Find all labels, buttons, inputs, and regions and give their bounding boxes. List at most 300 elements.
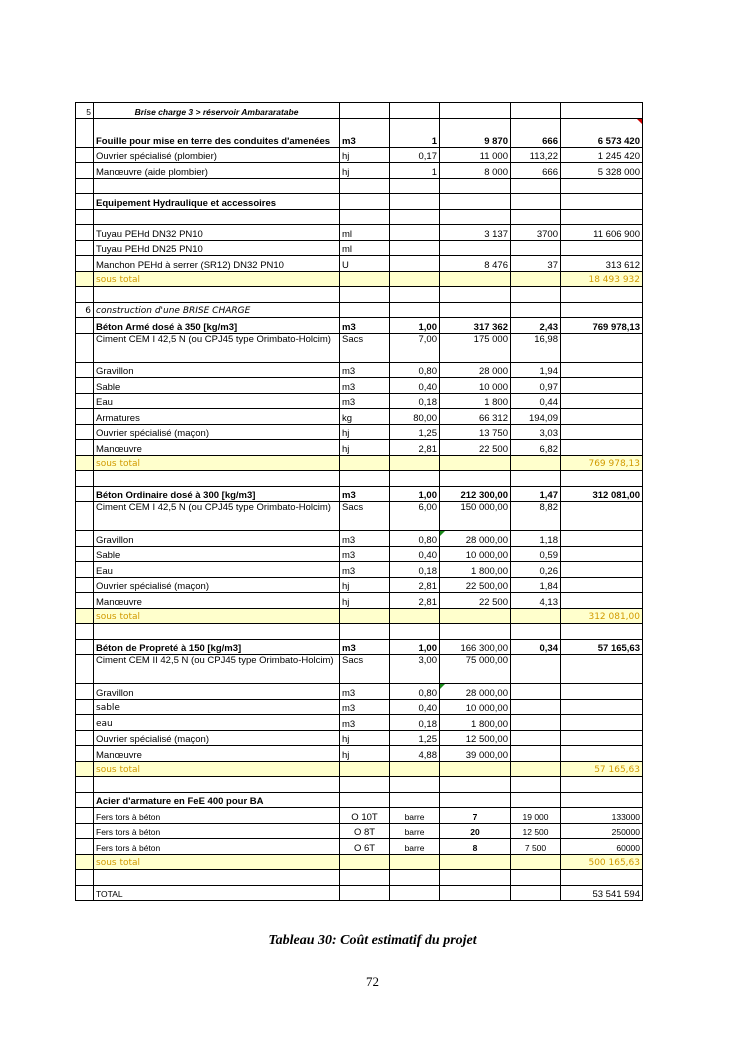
table-cell: 1,84 — [511, 577, 561, 593]
table-cell — [94, 777, 340, 793]
table-cell — [76, 333, 94, 362]
table-cell: Sable — [94, 546, 340, 562]
table-cell: 500 165,63 — [561, 854, 643, 870]
table-cell — [561, 240, 643, 256]
table-cell: 194,09 — [511, 409, 561, 425]
table-cell: m3 — [340, 715, 390, 731]
table-cell: 3,03 — [511, 424, 561, 440]
table-cell — [561, 655, 643, 684]
table-cell — [76, 839, 94, 855]
table-cell: Gravillon — [94, 362, 340, 378]
table-row — [76, 655, 643, 684]
table-cell: 1 245 420 — [561, 147, 643, 163]
table-cell: 0,59 — [511, 546, 561, 562]
table-cell: 166 300,00 — [440, 639, 511, 655]
table-row — [76, 440, 643, 456]
table-row — [76, 639, 643, 655]
table-cell — [561, 684, 643, 700]
table-row — [76, 684, 643, 700]
table-cell: sous total — [94, 271, 340, 287]
table-cell — [76, 318, 94, 334]
subtotal-row — [76, 455, 643, 471]
table-cell: Béton de Propreté à 150 [kg/m3] — [94, 639, 340, 655]
table-cell: O 8T — [340, 823, 390, 839]
table-cell: Fers tors à béton — [94, 839, 340, 855]
table-cell: Sacs — [340, 502, 390, 531]
table-cell: 0,80 — [390, 362, 440, 378]
table-row — [76, 593, 643, 609]
table-cell: m3 — [340, 546, 390, 562]
table-cell: Manœuvre — [94, 440, 340, 456]
table-cell — [561, 440, 643, 456]
table-cell — [561, 393, 643, 409]
table-cell — [94, 624, 340, 640]
table-cell: Eau — [94, 393, 340, 409]
table-cell — [390, 302, 440, 318]
table-cell: hj — [340, 730, 390, 746]
table-row — [76, 178, 643, 194]
table-cell — [390, 455, 440, 471]
table-cell: 57 165,63 — [561, 761, 643, 777]
table-cell: barre — [390, 823, 440, 839]
table-cell — [440, 471, 511, 487]
table-cell: O 6T — [340, 839, 390, 855]
table-cell — [511, 624, 561, 640]
table-cell: hj — [340, 577, 390, 593]
table-cell: 22 500 — [440, 593, 511, 609]
table-row — [76, 730, 643, 746]
table-cell — [340, 792, 390, 808]
subtotal-row — [76, 271, 643, 287]
table-row — [76, 699, 643, 715]
table-cell: 150 000,00 — [440, 502, 511, 531]
table-cell: 60000 — [561, 839, 643, 855]
table-cell — [76, 655, 94, 684]
table-cell: 10 000 — [440, 378, 511, 394]
table-cell: sous total — [94, 455, 340, 471]
table-cell — [76, 562, 94, 578]
table-cell: 0,80 — [390, 531, 440, 547]
table-cell — [340, 761, 390, 777]
table-cell — [76, 471, 94, 487]
table-cell: ml — [340, 240, 390, 256]
table-cell — [561, 333, 643, 362]
table-cell: Fers tors à béton — [94, 823, 340, 839]
table-cell: 0,40 — [390, 699, 440, 715]
table-cell — [76, 118, 94, 147]
table-cell: 12 500,00 — [440, 730, 511, 746]
table-cell — [94, 178, 340, 194]
table-cell — [76, 761, 94, 777]
table-cell: m3 — [340, 699, 390, 715]
table-cell: 769 978,13 — [561, 455, 643, 471]
table-cell: 7 — [440, 808, 511, 824]
table-cell — [511, 271, 561, 287]
table-cell: Béton Ordinaire dosé à 300 [kg/m3] — [94, 486, 340, 502]
table-cell: m3 — [340, 562, 390, 578]
table-cell — [340, 624, 390, 640]
table-cell — [511, 715, 561, 731]
table-cell — [76, 593, 94, 609]
table-cell — [561, 178, 643, 194]
table-cell — [511, 730, 561, 746]
table-cell — [76, 808, 94, 824]
table-cell — [76, 531, 94, 547]
table-cell — [94, 870, 340, 886]
table-cell: 2,81 — [390, 440, 440, 456]
table-cell: 3700 — [511, 225, 561, 241]
table-cell: hj — [340, 147, 390, 163]
table-cell — [340, 302, 390, 318]
table-cell — [76, 147, 94, 163]
table-cell — [76, 699, 94, 715]
table-cell — [76, 409, 94, 425]
table-cell: 28 000,00 — [440, 531, 511, 547]
table-row — [76, 715, 643, 731]
table-cell: 1 800,00 — [440, 715, 511, 731]
table-row — [76, 362, 643, 378]
table-cell: Eau — [94, 562, 340, 578]
table-cell — [76, 486, 94, 502]
table-cell: m3 — [340, 318, 390, 334]
table-cell — [340, 870, 390, 886]
table-cell: 3 137 — [440, 225, 511, 241]
table-cell — [440, 209, 511, 225]
table-cell — [340, 777, 390, 793]
table-row — [76, 256, 643, 272]
table-cell: Manchon PEHd à serrer (SR12) DN32 PN10 — [94, 256, 340, 272]
table-cell — [561, 792, 643, 808]
table-cell — [76, 624, 94, 640]
table-cell — [76, 608, 94, 624]
table-cell: 312 081,00 — [561, 486, 643, 502]
table-cell: 1,00 — [390, 318, 440, 334]
table-cell — [561, 409, 643, 425]
table-cell: TOTAL — [94, 885, 340, 901]
table-cell — [94, 471, 340, 487]
table-cell — [76, 639, 94, 655]
table-cell: 0,18 — [390, 393, 440, 409]
table-cell — [440, 194, 511, 210]
table-cell: 6,82 — [511, 440, 561, 456]
table-row — [76, 118, 643, 147]
table-cell — [76, 256, 94, 272]
table-cell: 0,97 — [511, 378, 561, 394]
table-row — [76, 240, 643, 256]
table-cell: 3,00 — [390, 655, 440, 684]
table-cell: Manœuvre (aide plombier) — [94, 163, 340, 179]
table-cell: O 10T — [340, 808, 390, 824]
subtotal-row — [76, 854, 643, 870]
table-cell — [561, 562, 643, 578]
table-cell: 10 000,00 — [440, 546, 511, 562]
table-row — [76, 486, 643, 502]
table-cell: 1,25 — [390, 730, 440, 746]
table-cell: sous total — [94, 761, 340, 777]
table-cell: 1,47 — [511, 486, 561, 502]
table-cell — [76, 777, 94, 793]
table-cell: 666 — [511, 163, 561, 179]
table-cell: Acier d'armature en FeE 400 pour BA — [94, 792, 340, 808]
table-cell — [561, 362, 643, 378]
table-cell — [511, 870, 561, 886]
table-cell — [440, 103, 511, 119]
table-row — [76, 777, 643, 793]
table-cell — [561, 624, 643, 640]
table-cell: 8 — [440, 839, 511, 855]
table-cell — [76, 424, 94, 440]
table-row — [76, 318, 643, 334]
table-cell: 8,82 — [511, 502, 561, 531]
table-cell: barre — [390, 839, 440, 855]
table-cell: sous total — [94, 854, 340, 870]
table-cell: construction d'une BRISE CHARGE — [94, 302, 340, 318]
table-cell: 175 000 — [440, 333, 511, 362]
table-cell — [561, 777, 643, 793]
table-cell: Manœuvre — [94, 746, 340, 762]
table-cell: 11 000 — [440, 147, 511, 163]
table-cell — [340, 271, 390, 287]
subtotal-row — [76, 761, 643, 777]
table-cell — [390, 761, 440, 777]
table-cell — [511, 302, 561, 318]
table-cell: kg — [340, 409, 390, 425]
table-cell — [76, 546, 94, 562]
table-cell — [340, 471, 390, 487]
table-row — [76, 163, 643, 179]
table-cell — [561, 870, 643, 886]
table-row — [76, 209, 643, 225]
table-cell — [390, 225, 440, 241]
table-cell — [390, 608, 440, 624]
table-cell — [340, 194, 390, 210]
table-cell — [390, 624, 440, 640]
table-cell: 2,81 — [390, 593, 440, 609]
table-row — [76, 870, 643, 886]
table-row — [76, 393, 643, 409]
table-cell — [511, 761, 561, 777]
table-cell — [440, 624, 511, 640]
table-cell: 1,00 — [390, 639, 440, 655]
table-cell: m3 — [340, 118, 390, 147]
table-cell — [511, 699, 561, 715]
table-cell — [76, 684, 94, 700]
table-cell: m3 — [340, 639, 390, 655]
table-cell: 13 750 — [440, 424, 511, 440]
table-cell — [76, 502, 94, 531]
table-cell: 1 — [390, 118, 440, 147]
table-cell — [511, 240, 561, 256]
table-cell: m3 — [340, 684, 390, 700]
table-cell: Brise charge 3 > réservoir Ambararatabe — [94, 103, 340, 119]
table-cell: 1,25 — [390, 424, 440, 440]
table-cell: 0,80 — [390, 684, 440, 700]
table-cell — [76, 577, 94, 593]
table-cell — [511, 209, 561, 225]
subtotal-row — [76, 608, 643, 624]
table-cell — [561, 531, 643, 547]
table-cell: 0,40 — [390, 378, 440, 394]
table-cell — [511, 455, 561, 471]
table-row — [76, 562, 643, 578]
table-cell: Ciment CEM I 42,5 N (ou CPJ45 type Orimbato-Holcim) — [94, 502, 340, 531]
table-cell: 0,44 — [511, 393, 561, 409]
table-cell — [390, 471, 440, 487]
table-cell — [390, 854, 440, 870]
table-cell — [76, 271, 94, 287]
table-cell — [76, 225, 94, 241]
cost-table-body — [76, 103, 643, 901]
table-cell — [340, 178, 390, 194]
table-cell: 28 000 — [440, 362, 511, 378]
table-cell — [340, 885, 390, 901]
table-cell: Ouvrier spécialisé (maçon) — [94, 424, 340, 440]
table-cell: 0,26 — [511, 562, 561, 578]
table-cell — [94, 209, 340, 225]
table-cell: U — [340, 256, 390, 272]
table-cell: 1,00 — [390, 486, 440, 502]
table-row — [76, 287, 643, 303]
table-cell — [440, 271, 511, 287]
table-cell: m3 — [340, 393, 390, 409]
table-cell: Sacs — [340, 655, 390, 684]
table-cell — [340, 209, 390, 225]
table-cell — [511, 103, 561, 119]
table-cell: 666 — [511, 118, 561, 147]
table-cell: Ciment CEM I 42,5 N (ou CPJ45 type Orimbato-Holcim) — [94, 333, 340, 362]
table-cell: Manœuvre — [94, 593, 340, 609]
table-cell — [440, 854, 511, 870]
table-row — [76, 378, 643, 394]
table-cell — [76, 194, 94, 210]
table-cell: Béton Armé dosé à 350 [kg/m3] — [94, 318, 340, 334]
table-cell: 7 500 — [511, 839, 561, 855]
table-cell: hj — [340, 593, 390, 609]
table-row — [76, 839, 643, 855]
table-cell: 0,18 — [390, 562, 440, 578]
table-row — [76, 546, 643, 562]
table-cell: 53 541 594 — [561, 885, 643, 901]
table-row — [76, 502, 643, 531]
table-cell — [440, 178, 511, 194]
table-cell: m3 — [340, 531, 390, 547]
table-cell: 11 606 900 — [561, 225, 643, 241]
table-cell — [561, 378, 643, 394]
table-cell: 250000 — [561, 823, 643, 839]
table-cell — [76, 378, 94, 394]
table-cell — [511, 792, 561, 808]
table-cell: 2,43 — [511, 318, 561, 334]
table-cell — [340, 854, 390, 870]
table-cell: 113,22 — [511, 147, 561, 163]
table-cell — [561, 424, 643, 440]
table-cell — [76, 455, 94, 471]
table-cell: sous total — [94, 608, 340, 624]
table-cell: 1 800,00 — [440, 562, 511, 578]
table-cell: 8 476 — [440, 256, 511, 272]
table-cell — [390, 777, 440, 793]
table-cell — [511, 746, 561, 762]
table-cell: 212 300,00 — [440, 486, 511, 502]
table-cell — [76, 823, 94, 839]
table-cell: 6 — [76, 302, 94, 318]
table-cell: 12 500 — [511, 823, 561, 839]
table-cell — [390, 271, 440, 287]
table-cell: hj — [340, 440, 390, 456]
table-cell: Gravillon — [94, 684, 340, 700]
table-cell — [76, 287, 94, 303]
table-cell: 5 328 000 — [561, 163, 643, 179]
table-cell — [340, 608, 390, 624]
table-caption: Tableau 30: Coût estimatif du projet — [268, 933, 477, 948]
table-cell — [76, 730, 94, 746]
table-cell: barre — [390, 808, 440, 824]
table-cell — [390, 178, 440, 194]
table-row — [76, 792, 643, 808]
table-row — [76, 333, 643, 362]
table-cell: 2,81 — [390, 577, 440, 593]
table-cell — [511, 777, 561, 793]
table-cell: hj — [340, 163, 390, 179]
table-cell: eau — [94, 715, 340, 731]
table-cell — [76, 870, 94, 886]
table-cell: 4,13 — [511, 593, 561, 609]
table-cell — [76, 885, 94, 901]
table-row — [76, 577, 643, 593]
table-cell: 22 500 — [440, 440, 511, 456]
table-cell: Ouvrier spécialisé (plombier) — [94, 147, 340, 163]
table-cell — [561, 746, 643, 762]
table-cell — [561, 302, 643, 318]
table-cell: Ciment CEM II 42,5 N (ou CPJ45 type Orimbato-Holcim) — [94, 655, 340, 684]
table-cell: 10 000,00 — [440, 699, 511, 715]
table-cell — [440, 792, 511, 808]
table-cell: Ouvrier spécialisé (maçon) — [94, 577, 340, 593]
table-cell: m3 — [340, 378, 390, 394]
table-cell — [440, 287, 511, 303]
table-cell: 8 000 — [440, 163, 511, 179]
table-row — [76, 194, 643, 210]
table-cell — [76, 746, 94, 762]
table-cell: 37 — [511, 256, 561, 272]
table-cell: Tuyau PEHd DN32 PN10 — [94, 225, 340, 241]
table-cell — [561, 715, 643, 731]
table-cell: 28 000,00 — [440, 684, 511, 700]
table-row — [76, 531, 643, 547]
table-cell: 4,88 — [390, 746, 440, 762]
table-cell: 66 312 — [440, 409, 511, 425]
cost-estimate-table — [75, 102, 643, 901]
table-cell — [76, 178, 94, 194]
table-cell: Equipement Hydraulique et accessoires — [94, 194, 340, 210]
table-cell: 0,40 — [390, 546, 440, 562]
table-row — [76, 225, 643, 241]
table-cell: Tuyau PEHd DN25 PN10 — [94, 240, 340, 256]
table-cell — [440, 608, 511, 624]
table-cell — [440, 302, 511, 318]
table-cell: Gravillon — [94, 531, 340, 547]
table-cell: 20 — [440, 823, 511, 839]
table-cell — [440, 240, 511, 256]
total-row — [76, 885, 643, 901]
table-cell — [440, 870, 511, 886]
table-cell — [340, 287, 390, 303]
table-cell — [390, 792, 440, 808]
table-cell — [340, 103, 390, 119]
table-cell — [76, 715, 94, 731]
table-cell — [440, 455, 511, 471]
table-cell — [390, 103, 440, 119]
